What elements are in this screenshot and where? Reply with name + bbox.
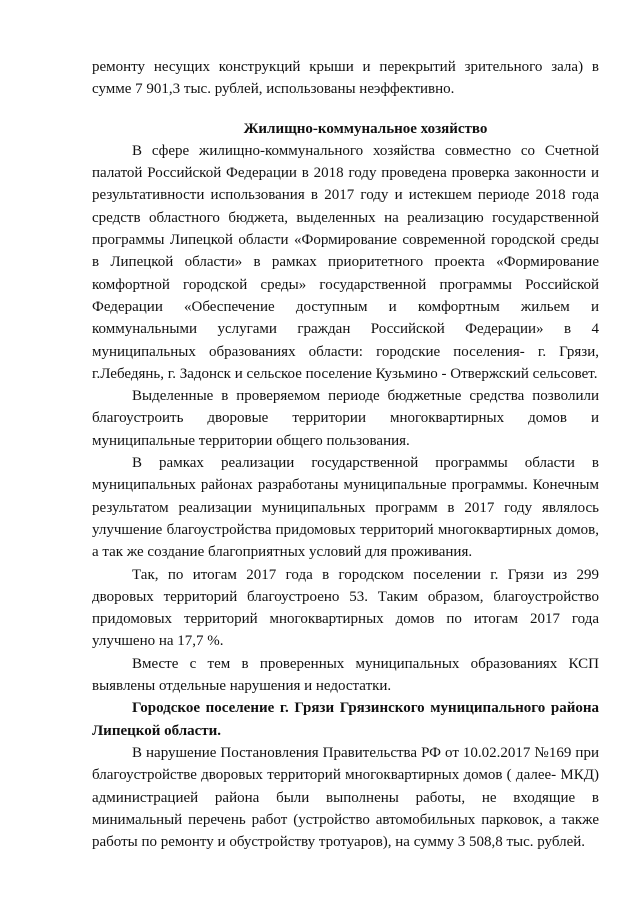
paragraph-continuation: ремонту несущих конструкций крыши и перекрытий зрительного зала) в сумме 7 901,3 тыс. рублей, использованы неэффективно. <box>92 59 599 98</box>
paragraph-municipal-programs: В рамках реализации государственной программы области в муниципальных районах разработаны муниципальные программы. Конечным результатом реализации муниципальных программ в 2017 году являлось улучшение благоустройства придомовых территорий многоквартирных домов, а так же создание благоприятных условий для проживания. <box>92 455 599 561</box>
section-heading-housing: Жилищно-коммунальное хозяйство <box>243 120 488 137</box>
paragraph-budget-funds: Выделенные в проверяемом периоде бюджетные средства позволили благоустроить дворовые территории многоквартирных домов и муниципальные территории общего пользования. <box>92 388 599 449</box>
paragraph-results-2017: Так, по итогам 2017 года в городском поселении г. Грязи из 299 дворовых территорий благоустроено 53. Таким образом, благоустройство придомовых территорий многоквартирных домов по итогам 2017 года улучшено на 17,7 %. <box>92 566 599 650</box>
paragraph-audit-description: В сфере жилищно-коммунального хозяйства совместно со Счетной палатой Российской Федерации в 2018 году проведена проверка законности и результативности использования в 2017 году и истекшем периоде 2018 года средств областного бюджета, выделенных на реализацию государственной программы Липецкой области «Формирование современной городской среды в Липецкой области» в рамках приоритетного проекта «Формирование комфортной городской среды» государственной программы Российской Федерации «Обеспечение доступным и комфортным жильем и коммунальными услугами граждан Российской Федерации» в 4 муниципальных образованиях области: городские поселения- г. Грязи, г.Лебедянь, г. Задонск и сельское поселение Кузьмино - Отвержский сельсовет. <box>92 142 599 382</box>
document-page <box>92 56 599 853</box>
paragraph-violation-details: В нарушение Постановления Правительства РФ от 10.02.2017 №169 при благоустройстве дворовых территорий многоквартирных домов ( далее- МКД) администрацией района были выполнены работы, не входящие в минимальный перечень работ (устройство автомобильных парковок, а также работы по ремонту и обустройству тротуаров), на сумму 3 508,8 тыс. рублей. <box>92 744 599 851</box>
subheading-gryazi: Городское поселение г. Грязи Грязинского муниципального района Липецкой области. <box>92 700 599 739</box>
paragraph-violations: Вместе с тем в проверенных муниципальных образованиях КСП выявлены отдельные нарушения и недостатки. <box>92 655 599 695</box>
